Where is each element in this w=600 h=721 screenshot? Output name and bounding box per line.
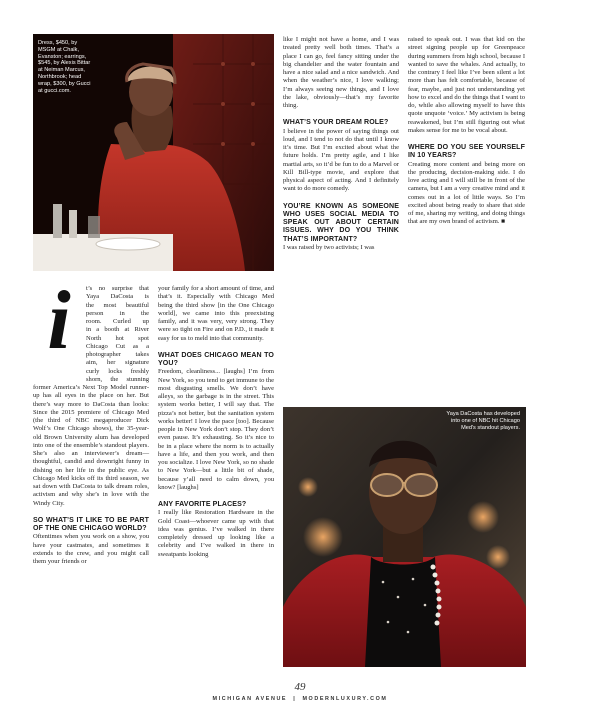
bottom-photo-art <box>283 407 526 667</box>
column-1 <box>33 384 149 566</box>
intro-line: Chicago Cut as a <box>86 342 149 350</box>
answer-paragraph: Creating more content and being more on the producing, decision-making side. I do love acting and I will still be in front of the camera, but I am a very creative mind and it comes out in a lot of little ways. So I’m excited about being ready to share that side of me, sharing my writing, and doing things that are my own brand of activism. ■ <box>408 160 525 226</box>
top-photo-caption: Dress, $450, by MSGM at Chalk, Evanston; earrings, $545, by Alexis Bittar at Neiman Marcus, Northbrook; head wrap, $300, by Gucci at gucci.com. <box>38 40 91 94</box>
intro-line: the most beautiful <box>86 301 149 309</box>
footer-separator: | <box>293 696 297 702</box>
intro-line: shorn, the stunning <box>86 375 149 383</box>
website-link[interactable]: MODERNLUXURY.COM <box>302 696 388 702</box>
body-paragraph: raised to speak out. I was that kid on the street signing people up for Greenpeace during summers from high school, because I wanted to save the whales. And actually, to the contrary I feel like I’ve been silent a lot more than has felt comfortable, because of fear, maybe, and just not understanding yet how to excel and do the things that I want to do, while also allowing myself to have this quote unquote ‘voice.’ My activism is being reawakened, but I’m still figuring out what makes sense for me to be vocal about. <box>408 36 525 134</box>
intro-line: aim, her signature <box>86 359 149 367</box>
body-paragraph: your family for a short amount of time, and that’s it. Especially with Chicago Med being the third show [in the One Chicago world], we came into this preexisting family, and it was very, very strong. They were so tight on Fire and on P.D., it made it easy for us to meld into that community. <box>158 285 274 342</box>
intro-line: North hot spot <box>86 334 149 342</box>
top-photo <box>33 34 274 271</box>
publication-name: MICHIGAN AVENUE <box>212 696 288 702</box>
footer-folio <box>0 696 600 702</box>
intro-line: room. Curled up <box>86 318 149 325</box>
bottom-photo <box>283 407 526 667</box>
drop-cap: i <box>47 274 71 367</box>
intro-lines <box>86 285 149 384</box>
answer-paragraph: Freedom, cleanliness... [laughs] I’m from New York, so you tend to get immune to the most disgusting smells. We don’t have alleys, so the garbage is in the street. This system works better, I will say that. The pizza’s not better, but the sanitation system works better! I love the pace [too]. Because people in New York don’t stop. They don’t even pause. It’s exhausting. So it’s nice to be in a place where the norm is to actually have a life, and then you work, and then you socialize. I love New York, so no shade to New York—but a little bit of shade, because y’all need to calm down, you know? [laughs] <box>158 368 274 491</box>
page-number: 49 <box>294 681 306 693</box>
column-2 <box>158 285 274 559</box>
intro-line: Yaya DaCosta is <box>86 293 149 301</box>
column-3 <box>283 36 399 252</box>
bottom-photo-caption: Yaya DaCosta has developed into one of NBC hit Chicago Med's standout players. <box>446 411 520 431</box>
answer-paragraph: I believe in the power of saying things out loud, and I tend to not do that until I know it’s time. But I’m excited about what the future holds. I’m pretty agile, and I like martial arts, so it’d be fun to do a Marvel or Kill Bill-type movie, and explore that physical aspect of acting. And I definitely want to do more comedy. <box>283 127 399 193</box>
column-4 <box>408 36 525 227</box>
answer-paragraph: Oftentimes when you work on a show, you have your castmates, and sometimes it extends to the crew, and you might call them your friends or <box>33 533 149 565</box>
answer-paragraph: I really like Restoration Hardware in the Gold Coast—whoever came up with that idea was genius. I’ve walked in there completely dressed up looking like a celebrity and I’ve walked in there in sweatpants looking <box>158 509 274 558</box>
intro-line: in a booth at River <box>86 326 149 334</box>
intro-paragraph: former America’s Next Top Model runner-up has all eyes in the place on her. But there’s way more to DaCosta than looks: Since the 2015 premiere of Chicago Med (the third of NBC megaproducer Dick Wolf’s One Chicago shows), the 35-year-old Brown University alum has developed into one of the ensemble’s standout players. She’s also an interviewer’s dream—thoughtful, candid and downright funny in dishing on her life in the public eye. As Chicago Med kicks off its third season, we sat down with DaCosta to talk dream roles, activism and why she’s in love with the Windy City. <box>33 384 149 507</box>
question-heading: ANY FAVORITE PLACES? <box>158 501 247 508</box>
body-paragraph: like I might not have a home, and I was treated pretty well both times. That’s a place I can go, feel fancy sitting under the big chandelier and the water fountain and have a nice salad and a nice sandwich. And when the weather’s nice, I love walking; I’m always seeing new things, and I love the lake, obviously—that’s my favorite thing. <box>283 36 399 109</box>
intro-line: person in the <box>86 309 149 317</box>
answer-paragraph: I was raised by two activists; I was <box>283 243 375 251</box>
question-heading: YOU’RE KNOWN AS SOMEONE WHO USES SOCIAL MEDIA TO SPEAK OUT ABOUT CERTAIN ISSUES. WHY DO YOU THINK THAT’S IMPORTANT? <box>283 202 399 243</box>
intro-line: curly locks freshly <box>86 367 149 375</box>
question-heading: WHAT DOES CHICAGO MEAN TO YOU? <box>158 351 274 367</box>
intro-line: t’s no surprise that <box>86 285 149 292</box>
question-heading: WHERE DO YOU SEE YOURSELF IN 10 YEARS? <box>408 144 525 160</box>
question-heading: WHAT’S YOUR DREAM ROLE? <box>283 119 389 127</box>
question-heading: SO WHAT’S IT LIKE TO BE PART OF THE ONE CHICAGO WORLD? <box>33 516 149 532</box>
intro-line: photographer takes <box>86 351 149 358</box>
